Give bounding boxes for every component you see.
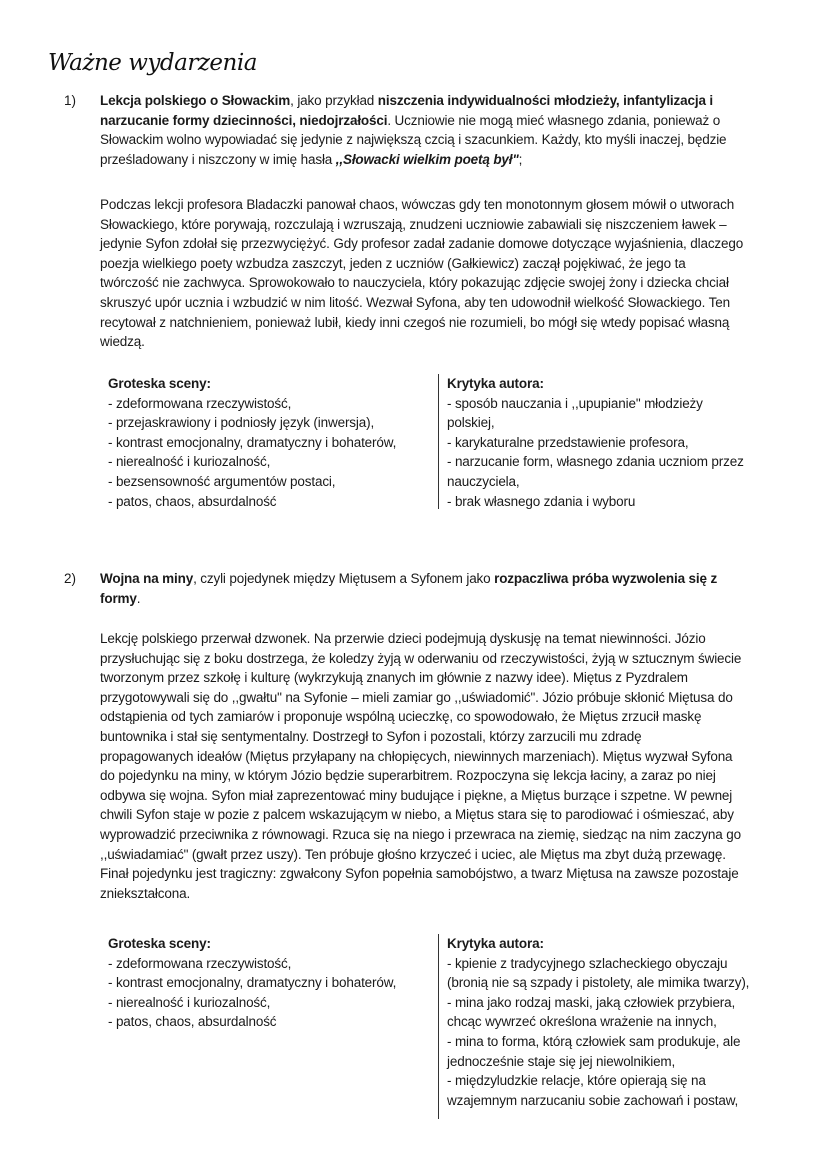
text-line: (bronią nie są szpady i pistolety, ale mimika twarzy), xyxy=(447,975,750,991)
text: , czyli pojedynek między Miętusem a Syfonem jako xyxy=(193,571,495,586)
heading-line xyxy=(100,91,810,111)
heading-line xyxy=(100,589,810,609)
text-line: - nierealność i kuriozalność, xyxy=(108,994,271,1010)
text-line: wzajemnym narzucaniu sobie zachowań i postaw, xyxy=(447,1092,739,1108)
bold-text: niszczenia indywidualności młodzieży, infantylizacja i xyxy=(377,93,713,108)
heading-line xyxy=(100,569,810,589)
text-line: przygotowywali się do ,,gwałtu" na Syfonie – mieli zamiar go ,,uświadomić". Józio próbuje skłonić Miętusa do xyxy=(100,689,733,705)
section-2-table xyxy=(108,934,768,1119)
text-line: - mina to forma, którą człowiek sam produkuje, ale xyxy=(447,1033,741,1049)
column-items xyxy=(447,394,777,512)
column-items xyxy=(108,394,433,512)
column-divider xyxy=(438,934,439,1119)
text-line: przysłuchując się z boku dostrzega, że koledzy żyją w oderwaniu od rzeczywistości, żyją w sztucznym świecie xyxy=(100,650,742,666)
text-line: jedynie Syfon zdołał się przezwyciężyć. Gdy profesor zadał zadanie domowe dotyczące wyjaśnienia, dlaczego xyxy=(100,236,744,252)
text: . Uczniowie nie mogą mieć własnego zdania, ponieważ o xyxy=(387,112,721,128)
column-items xyxy=(108,954,433,1032)
text: , jako przykład xyxy=(290,93,378,108)
text-line: - nierealność i kuriozalność, xyxy=(108,454,271,470)
text-line: propagowanych ideałów (Miętus przyłapany na chłopięcych, niewinnych marzeniach). Miętus wyzwał Syfona xyxy=(100,748,733,764)
section-heading xyxy=(100,569,810,608)
text-line: - bezsensowność argumentów postaci, xyxy=(108,473,336,489)
text: ; xyxy=(518,151,523,167)
text-line: Podczas lekcji profesora Bladaczki panował chaos, wówczas gdy ten monotonnym głosem mówił o utworach xyxy=(100,197,735,212)
groteska-column xyxy=(108,934,433,1032)
text-line: jednocześnie staje się jej niewolnikiem, xyxy=(447,1053,676,1069)
heading-line xyxy=(100,150,810,170)
heading-line xyxy=(100,111,810,131)
section-1-table xyxy=(108,374,768,509)
text-line: - międzyludzkie relacje, które opierają się na xyxy=(447,1073,706,1089)
text-line: - kontrast emocjonalny, dramatyczny i bohaterów, xyxy=(108,434,397,450)
section-paragraph xyxy=(100,629,810,903)
page-title: Ważne wydarzenia xyxy=(48,50,257,76)
text-line: twórczość nie zachwyca. Sprowokowało to nauczyciela, który pokazując zdjęcie swojej żony i dziecka chciał xyxy=(100,275,729,291)
bold-text: formy xyxy=(100,590,137,606)
section-number: 2) xyxy=(64,571,77,586)
text-line: - patos, chaos, absurdalność xyxy=(108,493,277,509)
text-line: odstąpienia od tych zamiarów i proponuje wspólną ucieczkę, co spowodowało, że Miętus zrzucił maskę xyxy=(100,709,702,725)
text-line: chwili Syfon staje w pozie z palcem wskazującym w niebo, a Miętus stara się to parodiować i ośmieszać, aby xyxy=(100,807,734,823)
text-line: ,,uświadamiać" (gwałt przez uszy). Ten próbuje głośno krzyczeć i uciec, ale Miętus ma zbyt dużą przewagę. xyxy=(100,846,726,862)
heading-line xyxy=(100,130,810,150)
section-number: 1) xyxy=(64,93,77,108)
text: . xyxy=(136,590,141,606)
text-line: - zdeformowana rzeczywistość, xyxy=(108,395,292,411)
text-line: odbywa się wojna. Syfon miał zaprezentować miny budujące i piękne, a Miętus burzące i szpetne. W pewnej xyxy=(100,787,733,803)
text-line: do pojedynku na miny, w którym Józio będzie superarbitrem. Rozpoczyna się lekcja łaciny, a zaraz po niej xyxy=(100,768,716,784)
text-line: nauczyciela, xyxy=(447,473,520,489)
text-line: - sposób nauczania i ,,upupianie" młodzieży xyxy=(447,395,703,411)
text-line: zniekształcona. xyxy=(100,885,191,901)
text-line: poezja wielkiego poety wzbudza zaszczyt, jeden z uczniów (Gałkiewicz) zaczął pojękiwać, że jego ta xyxy=(100,255,686,271)
text-line: wiedzą. xyxy=(100,334,145,350)
bold-text: Lekcja polskiego o Słowackim xyxy=(100,93,291,108)
text-line: - brak własnego zdania i wyboru xyxy=(447,493,636,509)
text-line: buntownika i stał się sentymentalny. Dostrzegł to Syfon i pozostali, którzy zarzucili mu zdradę xyxy=(100,728,642,744)
text-line: skruszyć upór ucznia i wzbudzić w nim litość. Wezwał Syfona, aby ten udowodnił wielkość Słowackiego. Ten xyxy=(100,294,730,310)
column-header: Groteska sceny: xyxy=(108,376,211,391)
text-line: - kontrast emocjonalny, dramatyczny i bohaterów, xyxy=(108,975,397,991)
text: Słowackim wolno wypowiadać się jedynie z największą czcią i szacunkiem. Każdy, kto myśli inaczej, będzie xyxy=(100,132,727,148)
text-line: polskiej, xyxy=(447,415,495,431)
text-line: - karykaturalne przedstawienie profesora, xyxy=(447,434,689,450)
bold-text: narzucanie formy dziecinności, niedojrzałości xyxy=(100,112,388,128)
column-items xyxy=(447,954,777,1111)
text: prześladowany i niszczony w imię hasła xyxy=(100,151,336,167)
text-line: - patos, chaos, absurdalność xyxy=(108,1014,277,1030)
text-line: - kpienie z tradycyjnego szlacheckiego obyczaju xyxy=(447,955,728,971)
krytyka-column xyxy=(447,934,777,1110)
bold-text: rozpaczliwa próba wyzwolenia się z xyxy=(494,571,718,586)
text-line: Słowackiego, które porywają, rozczulają i wzruszają, znudzeni uczniowie zabawiali się niszczeniem ławek – xyxy=(100,216,727,232)
section-paragraph xyxy=(100,195,810,352)
text-line: chcąc wywrzeć określona wrażenie na innych, xyxy=(447,1014,717,1030)
text-line: - mina jako rodzaj maski, jaką człowiek przybiera, xyxy=(447,994,736,1010)
krytyka-column xyxy=(447,374,777,511)
column-header: Krytyka autora: xyxy=(447,936,544,951)
text-line: wyprowadzić przeciwnika z równowagi. Rzuca się na niego i przewraca na ziemię, siedząc na nim zaczyna go xyxy=(100,826,741,842)
text-line: - zdeformowana rzeczywistość, xyxy=(108,955,292,971)
column-divider xyxy=(438,374,439,509)
text-line: - przejaskrawiony i podniosły język (inwersja), xyxy=(108,415,375,431)
column-header: Groteska sceny: xyxy=(108,936,211,951)
text-line: tworzonym przez szkołę i kulturę (wykrzykują znanych im głównie z nazwy idee). Miętus z Pyzdralem xyxy=(100,670,688,686)
column-header: Krytyka autora: xyxy=(447,376,544,391)
bold-text: Wojna na miny xyxy=(100,571,194,586)
text-line: recytował z natchnieniem, ponieważ lubił, kiedy inni czegoś nie rozumieli, bo mógł się wtedy popisać własną xyxy=(100,314,730,330)
bold-text: ,,Słowacki wielkim poetą był" xyxy=(335,151,519,167)
text-line: Finał pojedynku jest tragiczny: zgwałcony Syfon popełnia samobójstwo, a twarz Miętusa na zawsze pozostaje xyxy=(100,866,739,882)
groteska-column xyxy=(108,374,433,511)
section-heading xyxy=(100,91,810,169)
text-line: Lekcję polskiego przerwał dzwonek. Na przerwie dzieci podejmują dyskusję na temat niewinności. Józio xyxy=(100,631,706,646)
text-line: - narzucanie form, własnego zdania uczniom przez xyxy=(447,454,744,470)
